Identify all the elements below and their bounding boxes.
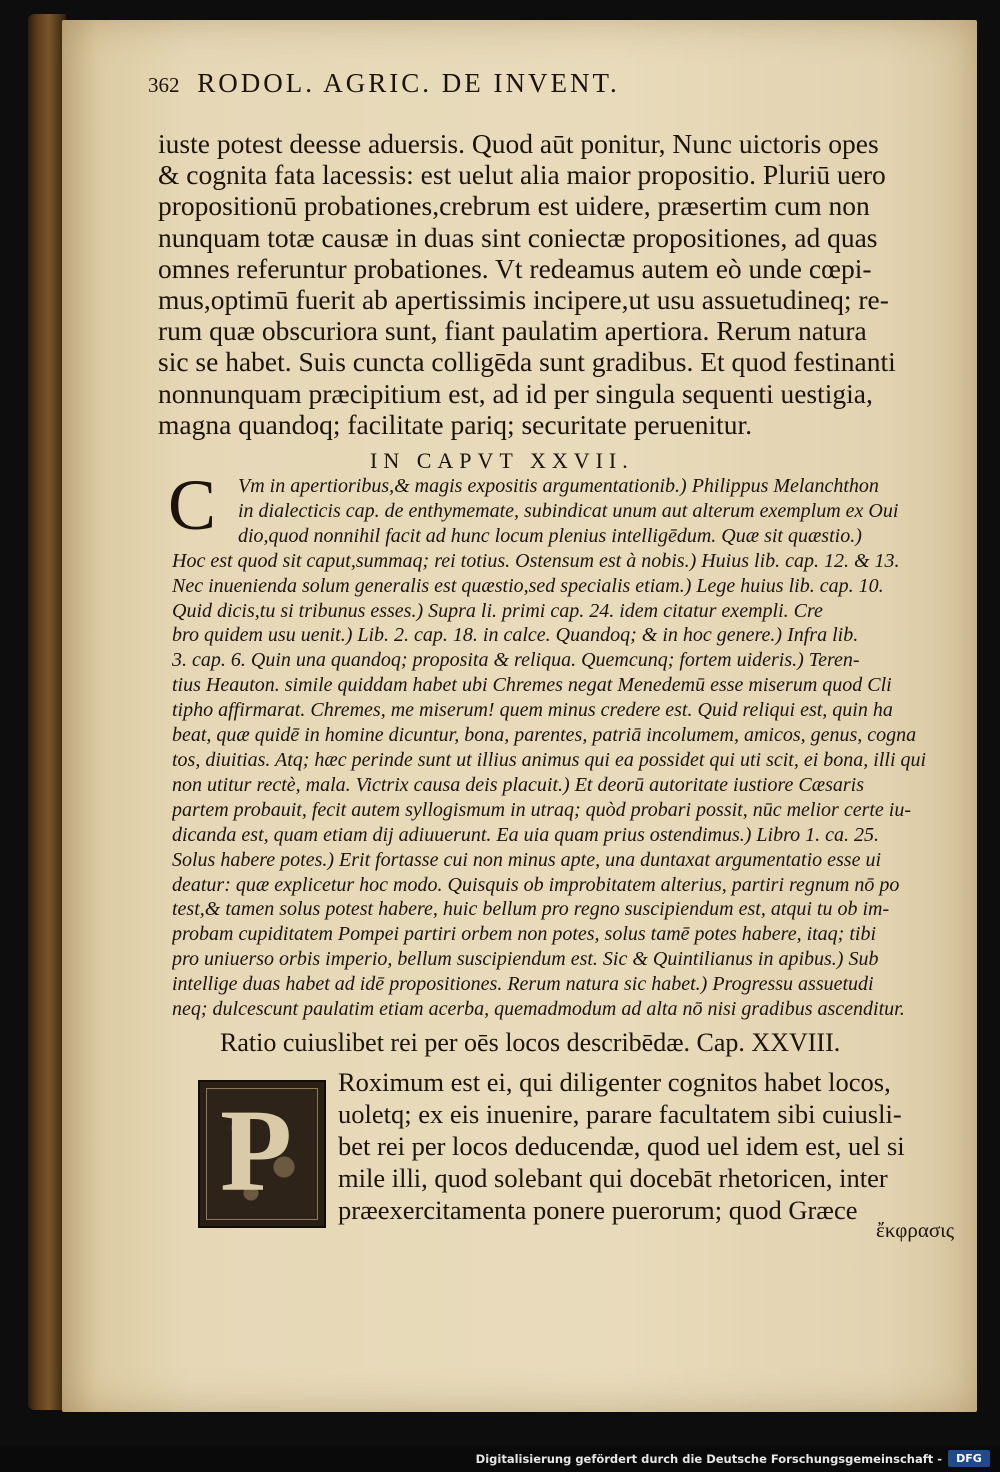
running-head-title: RODOL. AGRIC. DE INVENT. (197, 68, 620, 98)
commentary-heading: IN CAPVT XXVII. (370, 448, 634, 473)
commentary-line: partem probauit, fecit autem syllogismum in utraq; quòd probari possit, nūc melior certe iu- (172, 798, 912, 821)
text-line: propositionū probationes,crebrum est uidere, præsertim cum non (158, 190, 870, 222)
funding-credit: Digitalisierung gefördert durch die Deutsche Forschungsgemeinschaft - (475, 1452, 942, 1466)
text-line: mus,optimū fuerit ab apertissimis incipere,ut usu assuetudineq; re- (158, 284, 889, 316)
commentary-line: Vm in apertioribus,& magis expositis argumentationib.) Philippus Melanchthon (238, 475, 879, 497)
chapter-text-block (338, 1066, 958, 1226)
commentary-line: in dialecticis cap. de enthymemate, subindicat unum aut alterum exemplum ex Oui (238, 499, 899, 522)
text-line: omnes referuntur probationes. Vt redeamus autem eò unde cœpi- (158, 252, 872, 284)
commentary-line: Hoc est quod sit caput,summaq; rei totius. Ostensum est à nobis.) Huius lib. cap. 12. & 13. (172, 549, 900, 572)
text-line: rum quæ obscuriora sunt, fiant paulatim apertiora. Rerum natura (158, 315, 867, 347)
chapter-title: Ratio cuiuslibet rei per oēs locos describēdæ. Cap. XXVIII. (220, 1028, 841, 1057)
commentary-line: beat, quæ quidē in homine dicuntur, bona, parentes, patriā incolumem, amicos, genus, cogna (172, 724, 917, 747)
running-head (148, 68, 620, 99)
commentary-line: neq; dulcescunt paulatim etiam acerba, quemadmodum ad alta nō nisi gradibus ascenditur. (172, 998, 905, 1021)
dfg-logo: DFG (948, 1450, 990, 1467)
commentary-line: tius Heauton. simile quiddam habet ubi Chremes negat Menedemū esse miserum quod Cli (172, 674, 892, 697)
book-edge (28, 14, 66, 1410)
main-text-block (158, 128, 953, 440)
text-line: sic se habet. Suis cuncta colligēda sunt gradibus. Et quod festinanti (158, 346, 896, 378)
commentary-line: Quid dicis,tu si tribunus esses.) Supra li. primi cap. 24. idem citatur exempli. Cre (172, 599, 823, 622)
text-line: iuste potest deesse aduersis. Quod aūt ponitur, Nunc uictoris opes (158, 128, 879, 159)
commentary-line: tipho affirmarat. Chremes, me miserum! quem minus credere est. Quid reliqui est, quin ha (172, 699, 893, 722)
commentary-line: test,& tamen solus potest habere, huic bellum pro regno suscipiendum est, atqui tu ob im- (172, 898, 890, 921)
text-line: Roximum est ei, qui diligenter cognitos habet locos, (338, 1067, 891, 1097)
commentary-line: probam cupiditatem Pompei partiri orbem non potes, solus tamē potes habere, itaq; tibi (172, 923, 877, 946)
commentary-initial: C (168, 465, 217, 545)
text-line: uoletq; ex eis inuenire, parare facultatem sibi cuiusli- (338, 1099, 902, 1129)
text-line: nonnunquam præcipitium est, ad id per singula sequenti uestigia, (158, 377, 873, 409)
page-number: 362 (148, 73, 180, 97)
commentary-line: intellige duas habet ad idē propositiones. Rerum natura sic habet.) Progressu assuetudi (172, 973, 874, 996)
footer-bar (0, 1446, 1000, 1472)
commentary-block (172, 474, 952, 1022)
commentary-line: tos, diuitias. Atq; hæc perinde sunt ut illius animus qui ea possidet qui uti scit, ei bona, illi qui (172, 748, 927, 771)
catchword: ἔκφρασις (876, 1218, 955, 1242)
commentary-line: dicanda est, quam etiam dij adiuuerunt. Ea uia quam prius ostendimus.) Libro 1. ca. 25. (172, 823, 880, 846)
commentary-line: pro uniuerso orbis imperio, bellum suscipiendum est. Sic & Quintilianus in apibus.) Sub (172, 948, 879, 971)
commentary-line: Nec inuenienda solum generalis est quæstio,sed specialis etiam.) Lege huius lib. cap. 10. (172, 574, 884, 597)
commentary-line: deatur: quæ explicetur hoc modo. Quisquis ob improbitatem alterius, partiri regnum nō po (172, 873, 900, 896)
commentary-line: dio,quod nonnihil facit ad hunc locum plenius intelligēdum. Quæ sit quæstio.) (238, 524, 862, 547)
commentary-line: non utitur rectè, mala. Victrix causa deis placuit.) Et deorū autoritate iustiore Cæsaris (172, 773, 864, 796)
commentary-line: 3. cap. 6. Quin una quandoq; proposita & reliqua. Quemcunq; fortem uideris.) Teren- (172, 649, 860, 672)
text-line: nunquam totæ causæ in duas sint coniectæ propositiones, ad quas (158, 221, 878, 253)
text-line: magna quandoq; facilitate pariq; securitate peruenitur. (158, 408, 753, 440)
text-line: & cognita fata lacessis: est uelut alia maior propositio. Pluriū uero (158, 159, 886, 191)
text-line: mile illi, quod solebant qui docebāt rhetoricen, inter (338, 1163, 888, 1193)
commentary-line: Solus habere potes.) Erit fortasse cui non minus apte, una duntaxat argumentatio esse ui (172, 848, 882, 871)
text-line: præexercitamenta ponere puerorum; quod Græce (338, 1195, 858, 1225)
decorated-initial (198, 1080, 326, 1228)
text-line: bet rei per locos deducendæ, quod uel idem est, uel si (338, 1131, 905, 1161)
initial-letter: P (220, 1085, 293, 1216)
commentary-line: bro quidem usu uenit.) Lib. 2. cap. 18. in calce. Quandoq; & in hoc genere.) Infra lib. (172, 624, 859, 647)
